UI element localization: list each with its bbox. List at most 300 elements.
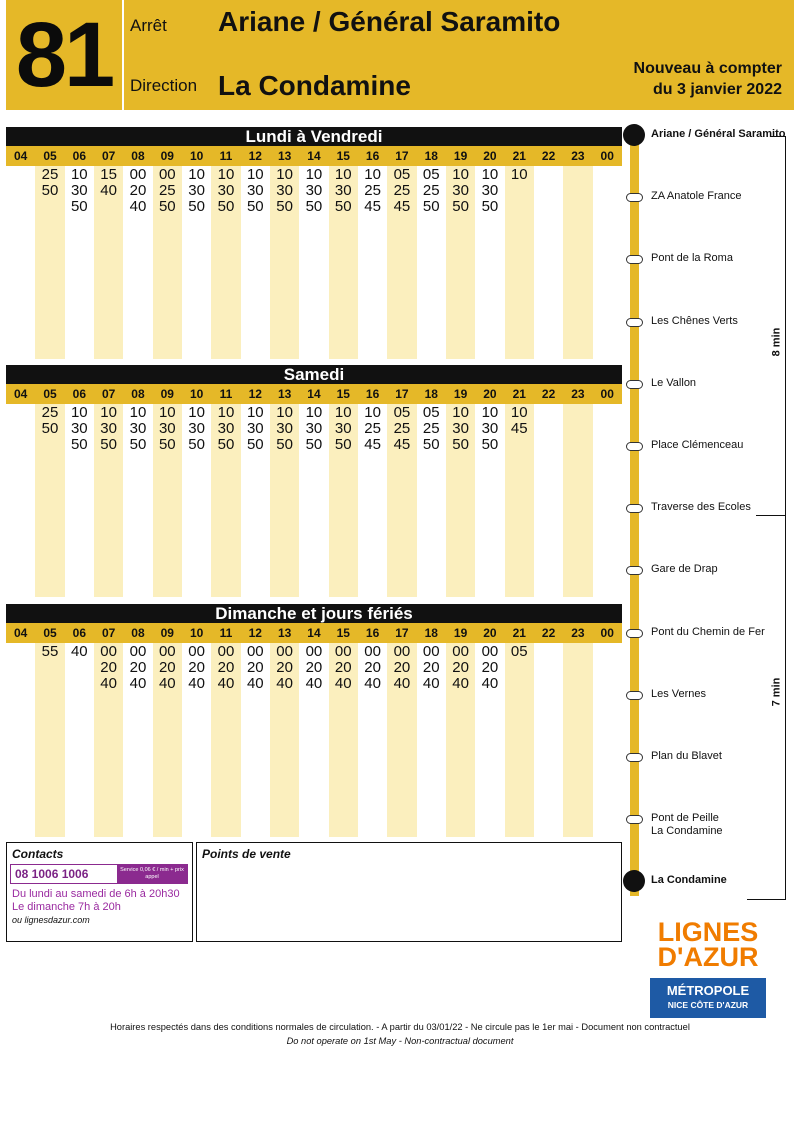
- departure-minute: 50: [158, 436, 176, 453]
- departure-minute: 50: [246, 436, 264, 453]
- stop-label: Arrêt: [130, 16, 167, 35]
- validity-notice: [634, 58, 782, 100]
- hours-row: [6, 384, 622, 404]
- hour-cell: 04: [13, 387, 28, 401]
- departures-grid: [6, 404, 622, 597]
- departure-column: [270, 166, 299, 359]
- departure-column: [211, 404, 240, 597]
- departure-column: [446, 166, 475, 359]
- points-de-vente-box: [196, 842, 622, 942]
- departure-column: [123, 404, 152, 597]
- departure-minute: 00: [422, 643, 440, 660]
- departure-minute: 20: [334, 659, 352, 676]
- hour-cell: 10: [189, 149, 204, 163]
- departure-minute: 30: [188, 182, 205, 199]
- contacts-box: [6, 842, 193, 942]
- departure-column: [593, 404, 622, 597]
- departure-minute: 10: [481, 166, 499, 183]
- stop-name: Ariane / Général Saramito: [218, 6, 561, 37]
- hour-cell: 22: [541, 387, 556, 401]
- timetable-weekday: [6, 127, 622, 359]
- departure-minute: 25: [422, 182, 440, 199]
- departure-minute: 10: [452, 404, 469, 421]
- hour-cell: 12: [248, 626, 262, 640]
- departure-minute: 45: [510, 420, 528, 437]
- duration-bracket-1: [785, 136, 786, 515]
- departure-minute: 10: [217, 404, 235, 421]
- departure-minute: 10: [510, 404, 528, 421]
- departure-minute: 05: [510, 643, 528, 660]
- route-number: 81: [15, 4, 113, 106]
- stop-icon: [626, 629, 643, 638]
- hour-cell: 17: [395, 626, 409, 640]
- departure-minute: 40: [70, 643, 88, 660]
- hour-cell: 22: [541, 626, 556, 640]
- departure-minute: 50: [276, 436, 293, 453]
- departure-column: [329, 404, 358, 597]
- departure-minute: 05: [422, 404, 440, 421]
- timetable-title: Dimanche et jours fériés: [6, 604, 622, 623]
- departure-minute: 45: [393, 198, 411, 215]
- hour-cell: 10: [189, 626, 204, 640]
- departure-minute: 40: [100, 675, 117, 692]
- departure-column: [534, 404, 563, 597]
- departure-column: [417, 643, 446, 837]
- departure-column: [475, 643, 504, 837]
- departure-minute: 20: [129, 659, 147, 676]
- hour-cell: 05: [43, 387, 57, 401]
- departure-minute: 30: [276, 182, 293, 199]
- departure-minute: 50: [305, 198, 323, 215]
- departure-minute: 20: [276, 659, 293, 676]
- phone-number[interactable]: 08 1006 1006: [15, 867, 89, 881]
- departure-column: [6, 404, 35, 597]
- duration-bracket-2: [785, 515, 786, 899]
- hour-cell: 12: [248, 387, 262, 401]
- departure-minute: 10: [246, 166, 264, 183]
- logo-line2: D'AZUR: [657, 942, 759, 972]
- stop-icon: [626, 193, 643, 202]
- departure-minute: 00: [393, 643, 411, 660]
- departure-minute: 20: [158, 659, 176, 676]
- departure-column: [563, 166, 592, 359]
- metropole-label: MÉTROPOLE: [666, 983, 750, 998]
- departure-minute: 00: [481, 643, 499, 660]
- departure-minute: 20: [246, 659, 264, 676]
- hour-cell: 15: [336, 387, 350, 401]
- departure-minute: 20: [452, 659, 469, 676]
- departure-minute: 30: [158, 420, 176, 437]
- hour-cell: 06: [72, 387, 86, 401]
- departure-minute: 25: [364, 420, 381, 437]
- departure-minute: 00: [129, 643, 147, 660]
- hour-cell: 19: [453, 626, 468, 640]
- departure-minute: 25: [393, 182, 411, 199]
- departure-minute: 30: [129, 420, 147, 437]
- hour-cell: 00: [600, 387, 614, 401]
- timetable-title: Samedi: [6, 365, 622, 384]
- departure-column: [446, 404, 475, 597]
- contact-hours-weekday: Du lundi au samedi de 6h à 20h30: [12, 888, 180, 900]
- departure-minute: 25: [41, 404, 59, 421]
- hour-cell: 19: [453, 149, 468, 163]
- departure-minute: 00: [334, 643, 352, 660]
- departure-column: [417, 166, 446, 359]
- hour-cell: 05: [43, 626, 57, 640]
- stop-name: Plan du Blavet: [651, 750, 722, 762]
- stop-icon: [626, 815, 643, 824]
- contacts-title: Contacts: [12, 847, 64, 861]
- departure-minute: 50: [481, 198, 499, 215]
- departure-column: [593, 166, 622, 359]
- departure-minute: 50: [70, 198, 88, 215]
- hour-cell: 23: [571, 387, 585, 401]
- hour-cell: 08: [131, 149, 145, 163]
- hour-cell: 18: [424, 626, 438, 640]
- departure-minute: 40: [276, 675, 293, 692]
- stop-name: Traverse des Ecoles: [651, 501, 751, 514]
- departure-minute: 00: [129, 166, 147, 183]
- departure-minute: 40: [158, 675, 176, 692]
- stop-icon: [626, 318, 643, 327]
- departure-minute: 40: [100, 182, 117, 199]
- metropole-logo: [650, 978, 766, 1018]
- stop-name: Les Vernes: [651, 687, 707, 700]
- departure-column: [387, 404, 416, 597]
- departure-minute: 40: [452, 675, 469, 692]
- departure-minute: 10: [217, 166, 235, 183]
- departure-minute: 50: [100, 436, 117, 453]
- duration-bracket-tick: [756, 515, 786, 516]
- departure-column: [65, 404, 94, 597]
- departure-minute: 10: [276, 404, 293, 421]
- departure-minute: 50: [452, 198, 469, 215]
- departure-minute: 50: [305, 436, 323, 453]
- hour-cell: 00: [600, 626, 614, 640]
- stop-name: Le Vallon: [651, 376, 697, 389]
- departure-column: [123, 166, 152, 359]
- departure-minute: 50: [41, 420, 59, 437]
- departure-minute: 30: [305, 182, 323, 199]
- departure-minute: 40: [422, 675, 440, 692]
- departure-minute: 10: [70, 404, 88, 421]
- departure-minute: 30: [246, 420, 264, 437]
- departure-minute: 40: [305, 675, 323, 692]
- departure-column: [505, 166, 534, 359]
- departure-minute: 40: [334, 675, 352, 692]
- validity-notice-line1: Nouveau à compter: [633, 60, 782, 77]
- lignes-dazur-logo: [648, 917, 768, 972]
- duration-label-2: 7 min: [770, 677, 783, 707]
- departure-minute: 10: [334, 166, 352, 183]
- departure-minute: 50: [481, 436, 499, 453]
- departure-minute: 50: [246, 198, 264, 215]
- hour-cell: 07: [101, 149, 116, 163]
- hour-cell: 06: [72, 626, 86, 640]
- hour-cell: 17: [395, 149, 409, 163]
- timetable-sunday-holidays: [6, 604, 622, 837]
- departure-minute: 20: [422, 659, 440, 676]
- hour-cell: 21: [512, 149, 526, 163]
- departure-minute: 50: [452, 436, 469, 453]
- stop-name: Les Chênes Verts: [651, 314, 738, 327]
- departure-column: [211, 166, 240, 359]
- departure-column: [534, 166, 563, 359]
- departure-minute: 30: [481, 182, 499, 199]
- departure-minute: 55: [41, 643, 59, 660]
- departure-column: [387, 643, 416, 837]
- departure-column: [475, 166, 504, 359]
- departure-column: [241, 166, 270, 359]
- footer-disclaimer-en: Do not operate on 1st May - Non-contractual document: [286, 1036, 514, 1046]
- departure-column: [241, 404, 270, 597]
- departure-minute: 50: [334, 436, 352, 453]
- departure-column: [65, 643, 94, 837]
- departure-minute: 20: [100, 659, 117, 676]
- hour-cell: 09: [160, 149, 174, 163]
- departure-column: [270, 404, 299, 597]
- departure-minute: 25: [422, 420, 440, 437]
- departure-minute: 10: [510, 166, 528, 183]
- departure-minute: 50: [188, 198, 205, 215]
- departure-minute: 40: [364, 675, 381, 692]
- departure-minute: 30: [70, 420, 88, 437]
- hour-cell: 06: [72, 149, 86, 163]
- departure-minute: 10: [364, 166, 381, 183]
- hour-cell: 04: [13, 149, 28, 163]
- departure-minute: 10: [364, 404, 381, 421]
- departures-grid: [6, 643, 622, 837]
- departure-minute: 10: [188, 166, 205, 183]
- departure-minute: 50: [41, 182, 59, 199]
- departure-minute: 40: [481, 675, 499, 692]
- hour-cell: 11: [219, 626, 233, 640]
- hour-cell: 12: [248, 149, 262, 163]
- departure-minute: 00: [188, 643, 205, 660]
- departure-minute: 05: [393, 404, 411, 421]
- departure-minute: 20: [217, 659, 235, 676]
- departure-minute: 00: [276, 643, 293, 660]
- departure-minute: 50: [217, 198, 235, 215]
- hour-cell: 19: [453, 387, 468, 401]
- departure-minute: 50: [422, 198, 440, 215]
- departure-column: [94, 166, 123, 359]
- departure-column: [211, 643, 240, 837]
- departure-minute: 20: [364, 659, 381, 676]
- departure-column: [358, 643, 387, 837]
- hour-cell: 11: [219, 387, 233, 401]
- hour-cell: 00: [600, 149, 614, 163]
- departure-minute: 00: [158, 643, 176, 660]
- departure-minute: 20: [129, 182, 147, 199]
- points-de-vente-title: Points de vente: [202, 847, 291, 861]
- departure-column: [94, 643, 123, 837]
- departure-minute: 10: [100, 404, 117, 421]
- departure-minute: 30: [217, 420, 235, 437]
- departure-minute: 00: [217, 643, 235, 660]
- hour-cell: 09: [160, 626, 174, 640]
- departure-column: [358, 166, 387, 359]
- departure-column: [35, 166, 64, 359]
- departure-minute: 10: [188, 404, 205, 421]
- hour-cell: 16: [365, 387, 380, 401]
- stop-name: Gare de Drap: [651, 563, 718, 576]
- stop-icon: [626, 753, 643, 762]
- departure-minute: 00: [100, 643, 117, 660]
- departure-minute: 05: [393, 166, 411, 183]
- departure-column: [182, 404, 211, 597]
- stop-icon: [626, 255, 643, 264]
- hour-cell: 13: [277, 626, 292, 640]
- stop-name: Pont de Peille La Condamine: [651, 812, 723, 838]
- departure-minute: 10: [305, 166, 323, 183]
- footer-disclaimer: Horaires respectés dans des conditions normales de circulation. - A partir du 03/01/22 - Ne circule pas le 1er mai - Document non contractuel: [110, 1022, 690, 1032]
- departure-column: [475, 404, 504, 597]
- departure-column: [593, 643, 622, 837]
- stop-name: Pont du Chemin de Fer: [651, 625, 765, 638]
- stop-name: La Condamine: [651, 874, 727, 887]
- departure-minute: 40: [129, 198, 147, 215]
- hours-row: [6, 146, 622, 166]
- stop-icon: [626, 380, 643, 389]
- departure-minute: 50: [334, 198, 352, 215]
- hour-cell: 11: [219, 149, 233, 163]
- hour-cell: 23: [571, 149, 585, 163]
- departure-minute: 10: [452, 166, 469, 183]
- departure-column: [35, 404, 64, 597]
- departure-column: [505, 404, 534, 597]
- departure-minute: 50: [217, 436, 235, 453]
- departure-column: [563, 404, 592, 597]
- hour-cell: 15: [336, 149, 350, 163]
- departure-minute: 10: [129, 404, 147, 421]
- hour-cell: 21: [512, 626, 526, 640]
- departure-minute: 30: [100, 420, 117, 437]
- hour-cell: 14: [307, 626, 321, 640]
- hour-cell: 10: [189, 387, 204, 401]
- contact-hours-sunday: Le dimanche 7h à 20h: [12, 901, 121, 913]
- hour-cell: 08: [131, 387, 145, 401]
- departure-column: [94, 404, 123, 597]
- stop-icon: [626, 442, 643, 451]
- stop-icon: [626, 504, 643, 513]
- hour-cell: 15: [336, 626, 350, 640]
- departure-minute: 30: [452, 420, 469, 437]
- departure-column: [153, 166, 182, 359]
- timetable-saturday: [6, 365, 622, 597]
- hour-cell: 23: [571, 626, 585, 640]
- departure-minute: 10: [158, 404, 176, 421]
- departure-column: [299, 643, 328, 837]
- hour-cell: 16: [365, 149, 380, 163]
- direction-name: La Condamine: [218, 70, 411, 101]
- departure-minute: 10: [481, 404, 499, 421]
- departure-column: [123, 643, 152, 837]
- stop-name: Place Clémenceau: [651, 439, 744, 451]
- direction-label: Direction: [130, 76, 198, 95]
- departure-minute: 20: [188, 659, 205, 676]
- hour-cell: 09: [160, 387, 174, 401]
- departure-minute: 05: [422, 166, 440, 183]
- departure-column: [505, 643, 534, 837]
- phone-block[interactable]: [10, 864, 188, 884]
- timetable-title: Lundi à Vendredi: [6, 127, 622, 146]
- hour-cell: 14: [307, 149, 321, 163]
- header-banner: [6, 0, 794, 110]
- departure-minute: 50: [70, 436, 88, 453]
- stop-icon: [626, 691, 643, 700]
- departure-column: [446, 643, 475, 837]
- departure-column: [6, 166, 35, 359]
- departure-column: [417, 404, 446, 597]
- departure-minute: 50: [158, 198, 176, 215]
- hours-row: [6, 623, 622, 643]
- hour-cell: 13: [277, 387, 292, 401]
- departure-minute: 00: [158, 166, 176, 183]
- logo-line1: LIGNES: [657, 917, 759, 947]
- hour-cell: 18: [424, 149, 438, 163]
- departure-minute: 00: [246, 643, 264, 660]
- departure-column: [299, 166, 328, 359]
- departure-minute: 40: [246, 675, 264, 692]
- departure-minute: 45: [393, 436, 411, 453]
- website-link[interactable]: ou lignesdazur.com: [12, 915, 90, 925]
- hour-cell: 20: [483, 149, 497, 163]
- departure-minute: 40: [129, 675, 147, 692]
- departure-column: [241, 643, 270, 837]
- route-line: [630, 136, 639, 896]
- duration-bracket-tick: [747, 899, 786, 900]
- departure-minute: 40: [393, 675, 411, 692]
- departure-column: [182, 166, 211, 359]
- departure-minute: 30: [334, 420, 352, 437]
- region-label: NICE CÔTE D'AZUR: [667, 1000, 749, 1010]
- hour-cell: 08: [131, 626, 145, 640]
- departure-minute: 00: [305, 643, 323, 660]
- departure-minute: 00: [364, 643, 381, 660]
- departure-column: [329, 166, 358, 359]
- departure-minute: 10: [70, 166, 88, 183]
- departure-minute: 30: [452, 182, 469, 199]
- departure-minute: 20: [305, 659, 323, 676]
- departure-minute: 40: [188, 675, 205, 692]
- validity-notice-line2: du 3 janvier 2022: [653, 81, 782, 98]
- hour-cell: 20: [483, 387, 497, 401]
- stop-name: Pont de la Roma: [651, 252, 733, 265]
- departure-minute: 10: [334, 404, 352, 421]
- departure-minute: 10: [276, 166, 293, 183]
- departure-minute: 50: [188, 436, 205, 453]
- departure-minute: 30: [305, 420, 323, 437]
- departure-minute: 10: [246, 404, 264, 421]
- stop-icon: [626, 566, 643, 575]
- departure-minute: 25: [364, 182, 381, 199]
- departure-minute: 00: [452, 643, 469, 660]
- departure-minute: 30: [188, 420, 205, 437]
- departure-column: [563, 643, 592, 837]
- terminal-stop-icon: [623, 870, 645, 892]
- header-divider: [122, 0, 124, 110]
- hour-cell: 07: [101, 387, 116, 401]
- stop-name: Ariane / Général Saramito: [651, 128, 786, 140]
- departure-column: [387, 166, 416, 359]
- duration-label-1: 8 min: [770, 327, 783, 357]
- departure-column: [182, 643, 211, 837]
- hour-cell: 13: [277, 149, 292, 163]
- stop-name: ZA Anatole France: [651, 190, 742, 203]
- departure-minute: 50: [129, 436, 147, 453]
- route-diagram: [622, 126, 800, 916]
